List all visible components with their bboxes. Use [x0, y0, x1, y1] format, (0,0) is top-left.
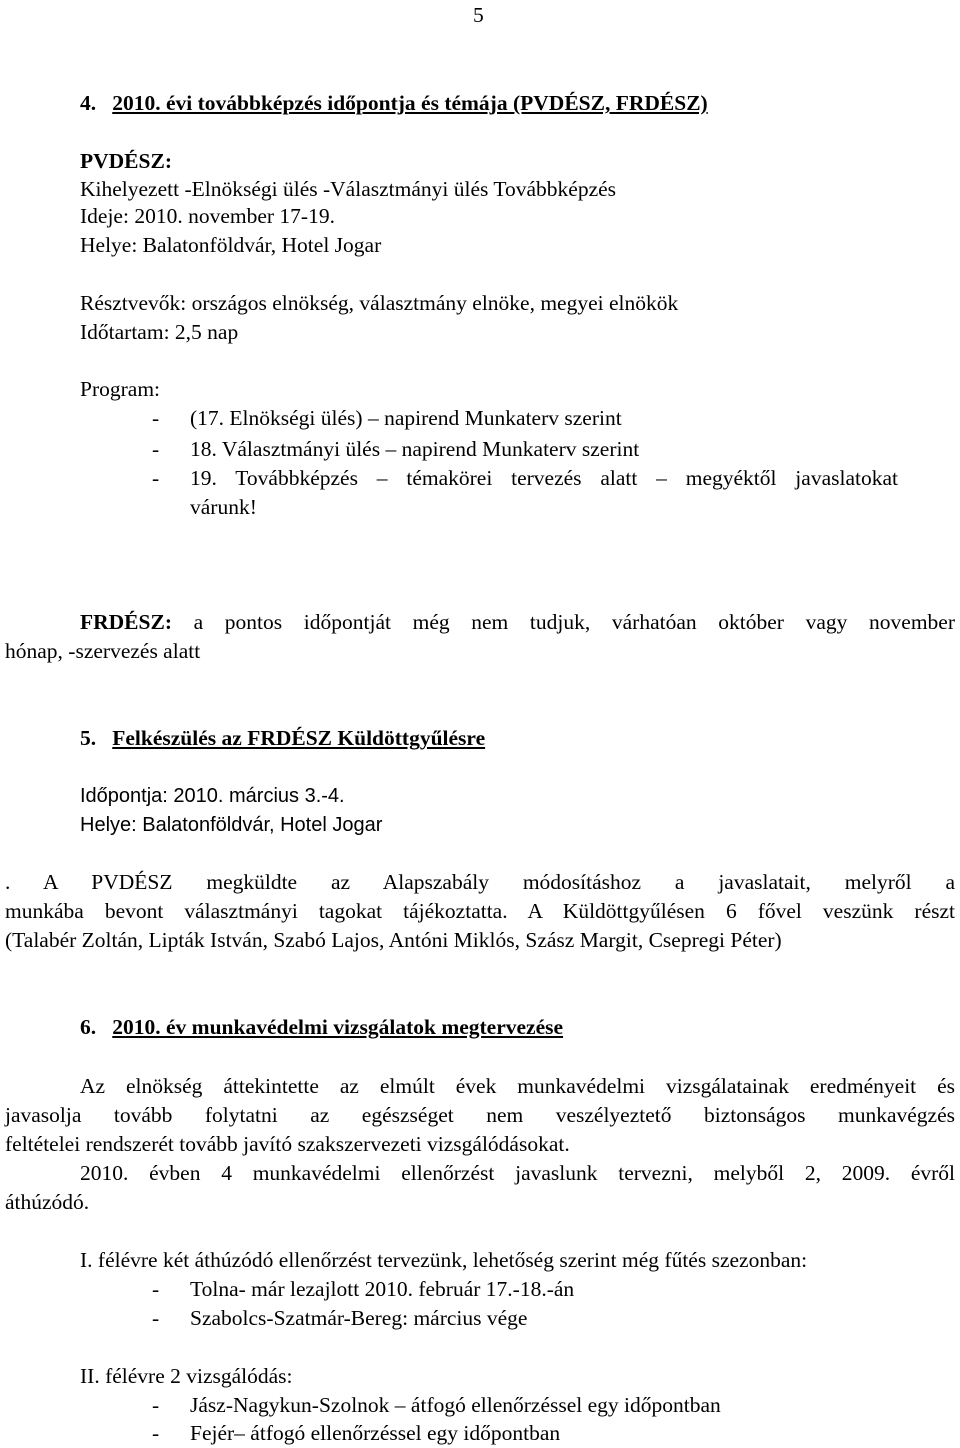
list-item: Jász-Nagykun-Szolnok – átfogó ellenőrzéssel egy időpontban [190, 1393, 721, 1417]
duration: Időtartam: 2,5 nap [80, 320, 239, 344]
s5-date: Időpontja: 2010. március 3.-4. [80, 785, 345, 807]
program-item-dash: - [152, 466, 160, 490]
s5-paragraph-line: . A PVDÉSZ megküldte az Alapszabály módosításhoz a javaslatait, melyről a [5, 870, 955, 894]
pvdesz-event: Kihelyezett -Elnökségi ülés -Választmányi ülés Továbbképzés [80, 177, 617, 201]
s6-paragraph-line: javasolja tovább folytatni az egészséget nem veszélyeztető biztonságos munkavégzés [5, 1103, 955, 1127]
page-number: 5 [473, 3, 484, 27]
section-5-heading: 5. Felkészülés az FRDÉSZ Küldöttgyűlésre [80, 726, 486, 750]
program-item-dash: - [152, 437, 160, 461]
pvdesz-location: Helye: Balatonföldvár, Hotel Jogar [80, 233, 382, 257]
s5-paragraph-line: (Talabér Zoltán, Lipták István, Szabó Lajos, Antóni Miklós, Szász Margit, Csepregi Péter) [5, 928, 782, 952]
second-half-intro: II. félévre 2 vizsgálódás: [80, 1364, 293, 1388]
frdesz-paragraph-line1: FRDÉSZ: a pontos időpontját még nem tudjuk, várhatóan október vagy november [80, 610, 955, 634]
program-item: 19. Továbbképzés – témakörei tervezés alatt – megyéktől javaslatokat [190, 466, 898, 490]
section-4-heading: 4. 2010. évi továbbképzés időpontja és témája (PVDÉSZ, FRDÉSZ) [80, 91, 708, 115]
s6-paragraph-line: 2010. évben 4 munkavédelmi ellenőrzést javaslunk tervezni, melyből 2, 2009. évről [80, 1161, 955, 1185]
list-item-dash: - [152, 1277, 160, 1301]
list-item: Fejér– átfogó ellenőrzéssel egy időpontban [190, 1421, 561, 1445]
s6-paragraph-line: feltételei rendszerét tovább javító szakszervezeti vizsgálódásokat. [5, 1132, 570, 1156]
program-item: (17. Elnökségi ülés) – napirend Munkaterv szerint [190, 406, 622, 430]
list-item-dash: - [152, 1421, 160, 1445]
frdesz-paragraph-line2: hónap, -szervezés alatt [5, 639, 201, 663]
list-item: Szabolcs-Szatmár-Bereg: március vége [190, 1306, 528, 1330]
s6-paragraph-line: Az elnökség áttekintette az elmúlt évek munkavédelmi vizsgálatainak eredményeit és [80, 1074, 955, 1098]
participants: Résztvevők: országos elnökség, választmány elnöke, megyei elnökök [80, 291, 679, 315]
list-item: Tolna- már lezajlott 2010. február 17.-18.-án [190, 1277, 575, 1301]
list-item-dash: - [152, 1393, 160, 1417]
first-half-intro: I. félévre két áthúzódó ellenőrzést tervezünk, lehetőség szerint még fűtés szezonban: [80, 1248, 808, 1272]
program-label: Program: [80, 377, 161, 401]
list-item-dash: - [152, 1306, 160, 1330]
section-6-heading: 6. 2010. év munkavédelmi vizsgálatok megtervezése [80, 1015, 564, 1039]
s6-paragraph-line: áthúzódó. [5, 1190, 90, 1214]
s5-paragraph-line: munkába bevont választmányi tagokat tájékoztatta. A Küldöttgyűlésen 6 fővel veszünk részt [5, 899, 955, 923]
program-item: 18. Választmányi ülés – napirend Munkaterv szerint [190, 437, 640, 461]
s5-location: Helye: Balatonföldvár, Hotel Jogar [80, 814, 383, 836]
program-item-dash: - [152, 406, 160, 430]
program-item-continuation: várunk! [190, 495, 257, 519]
pvdesz-date: Ideje: 2010. november 17-19. [80, 204, 335, 228]
pvdesz-label: PVDÉSZ: [80, 149, 172, 173]
